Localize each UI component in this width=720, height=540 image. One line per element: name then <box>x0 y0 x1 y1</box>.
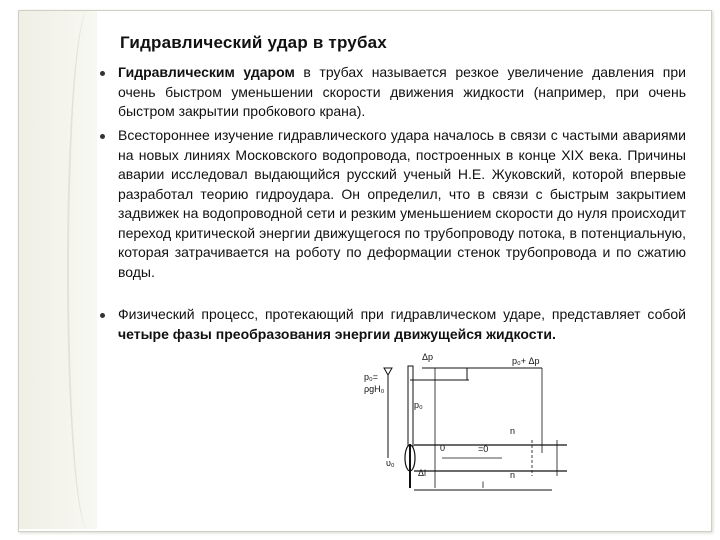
label-v0: υ₀ <box>386 458 395 468</box>
slide-title: Гидравлический удар в трубах <box>120 33 387 52</box>
label-dl: Δl <box>418 468 427 478</box>
bullet-marker <box>100 71 105 76</box>
water-hammer-diagram <box>352 348 587 498</box>
bullet-marker <box>100 313 105 318</box>
label-rho-g-h0: ρgH₀ <box>364 384 385 394</box>
label-p0: p₀ <box>414 400 423 410</box>
label-n-top: n <box>510 426 516 436</box>
label-dp-top: Δp <box>422 352 434 362</box>
decorative-curve <box>67 11 109 529</box>
bullet-paragraph-2: Всестороннее изучение гидравлического удара началось в связи с частыми авариями на новых линиях Московского водопровода, построенных в конце XIX века. Причины аварии исследовал выдающийся русский ученый Н.Е. Жуковский, которой впервые разработал теорию гидроудара. Он определил, что в связи с быстрым закрытием задвижек на водопроводной сети и резким уменьшением скорости до нуля происходит переход критической энергии движущегося по трубопроводу потока, в потенциальную, которая затрачивается на роботу по деформации стенок трубопровода и по сжатию воды. <box>118 127 686 280</box>
bold-term: Гидравлическим ударом <box>118 64 295 80</box>
label-l: l <box>482 480 484 490</box>
piezometer-tube <box>408 366 413 452</box>
label-u-zero: =0 <box>478 444 489 454</box>
label-p0-eq: p₀= <box>364 372 378 382</box>
bold-phrase: четыре фазы преобразования энергии движущейся жидкости. <box>118 325 556 342</box>
water-level-triangle <box>384 368 392 375</box>
slide-decorative-band <box>19 11 97 529</box>
paragraph-text: Физический процесс, протекающий при гидравлическом ударе, представляет собой <box>118 306 686 322</box>
label-zero: 0 <box>440 443 446 453</box>
label-p0-dp: p₀+ Δp <box>512 356 540 366</box>
bullet-marker <box>100 134 105 139</box>
label-n-bottom: n <box>510 470 516 480</box>
paragraph-text: в трубах называется резкое увеличение давления при очень быстром уменьшении скорости движения жидкости (например, при очень быстром закрытии пробкового крана). <box>118 64 686 119</box>
bullet-paragraph-1 <box>118 63 686 122</box>
bullet-paragraph-3 <box>118 305 686 344</box>
